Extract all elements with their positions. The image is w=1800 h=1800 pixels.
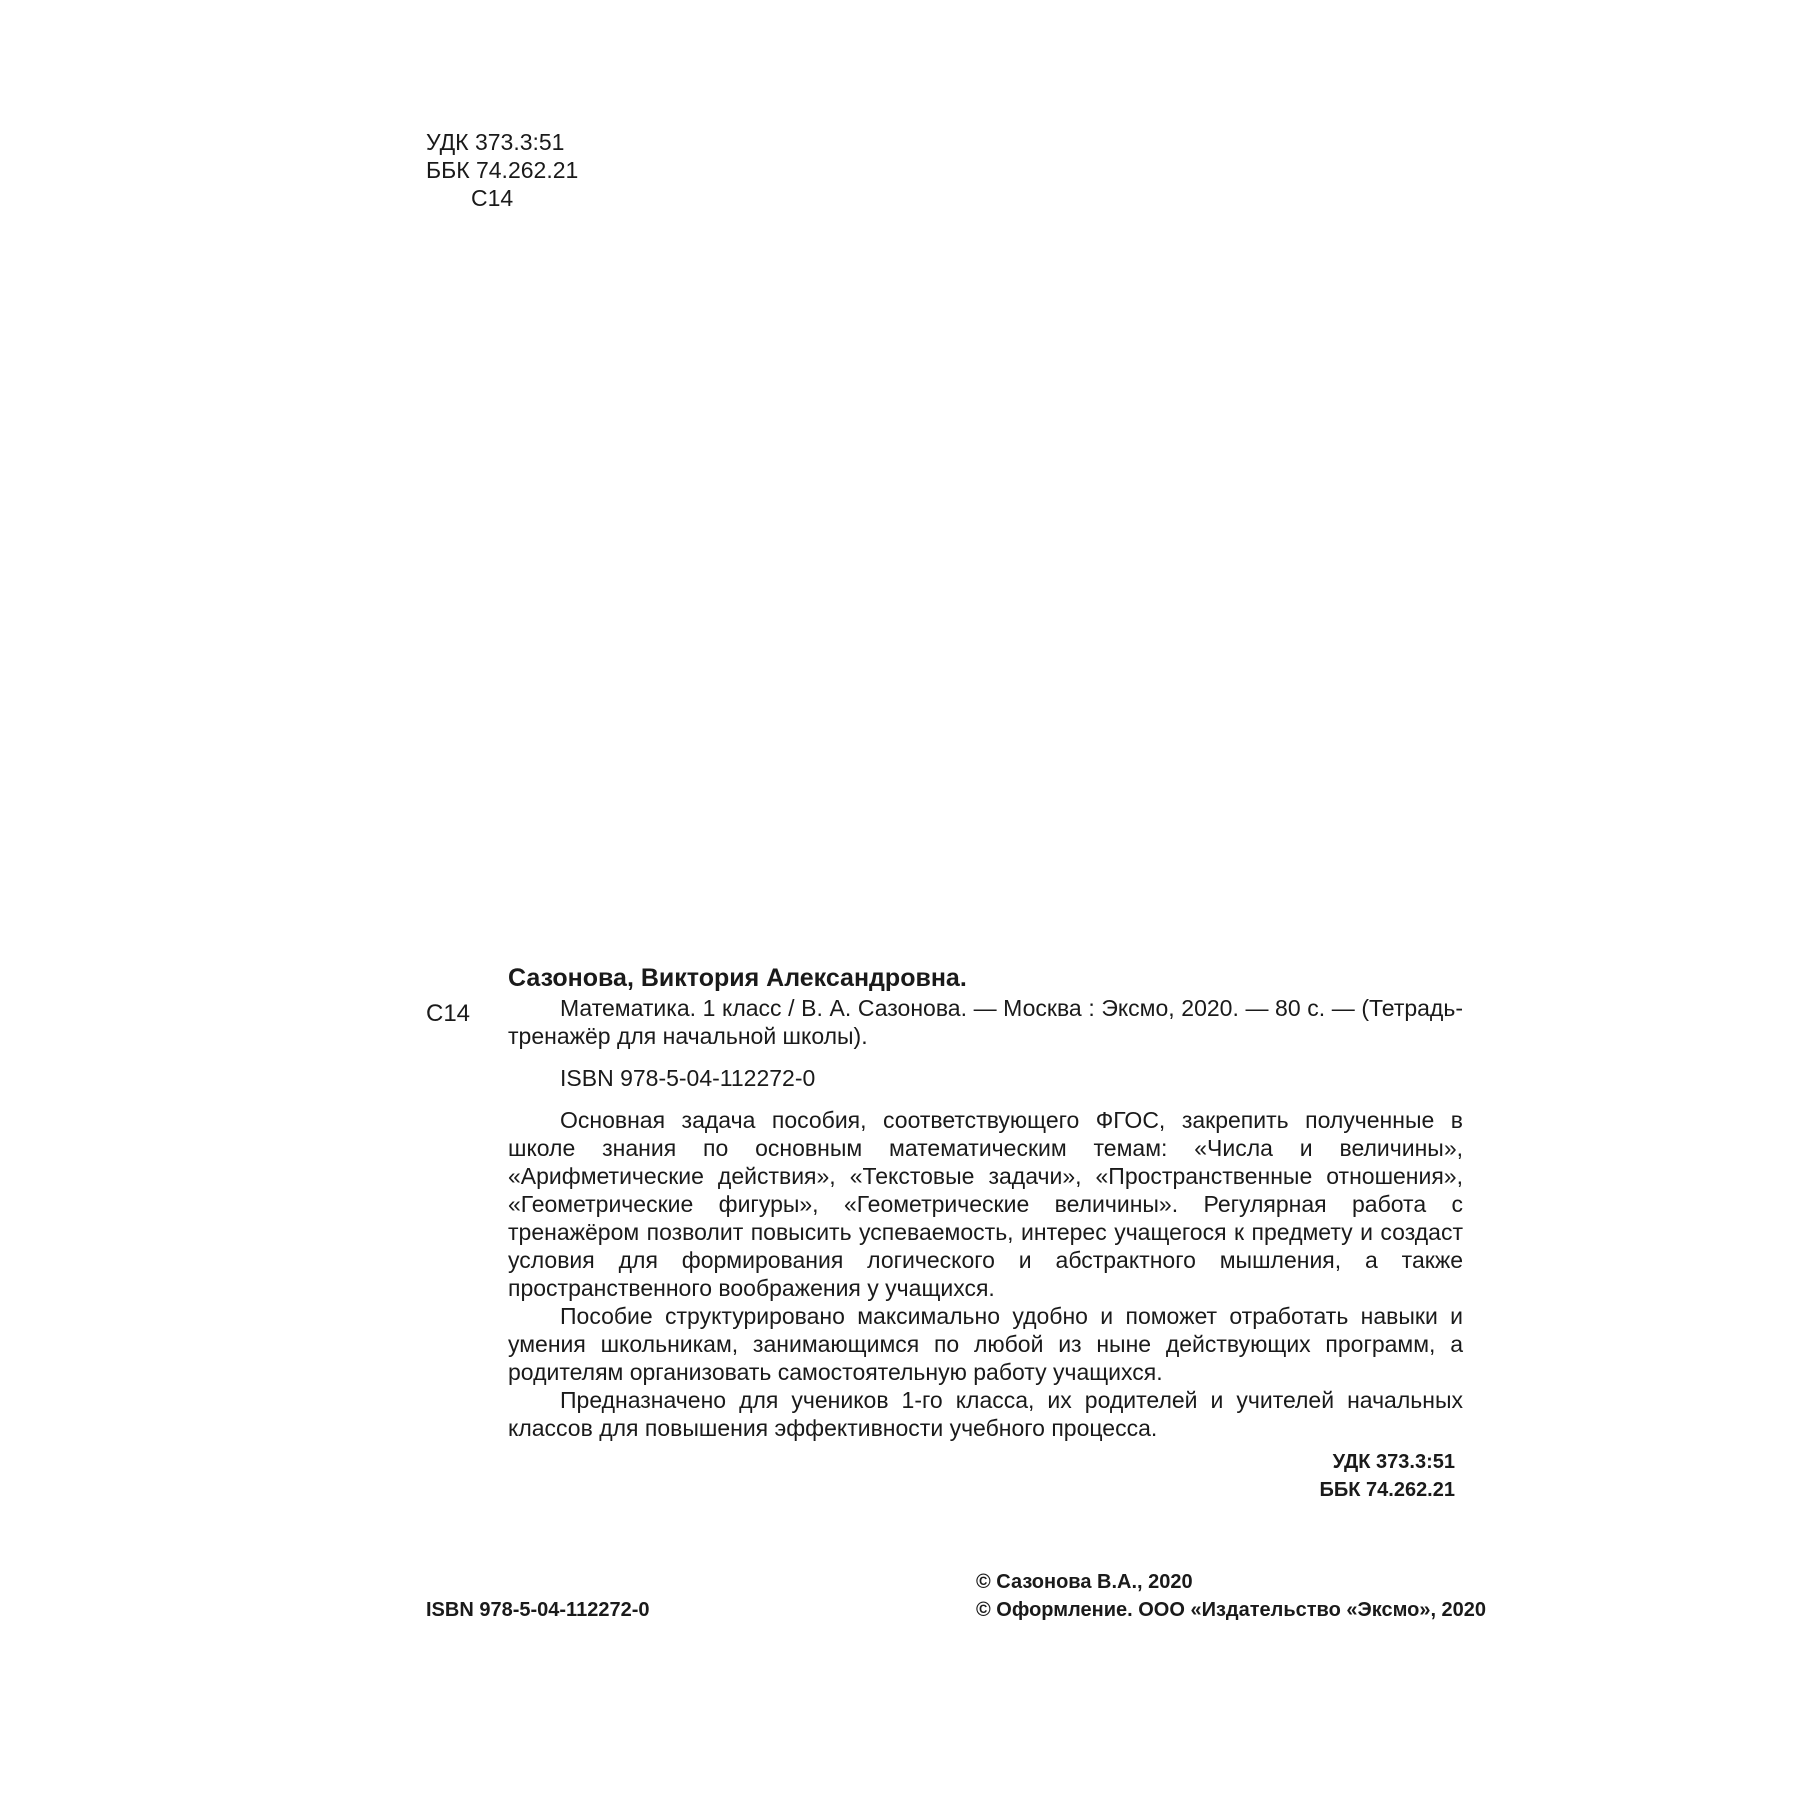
- bbk-code: ББК 74.262.21: [426, 157, 579, 183]
- copyright-design: © Оформление. ООО «Издательство «Эксмо», 2020: [976, 1599, 1487, 1621]
- udk-code: УДК 373.3:51: [426, 129, 565, 155]
- bibliographic-description: Математика. 1 класс / В. А. Сазонова. — Москва : Эксмо, 2020. — 80 с. — (Тетрадь-тренажёр для начальной школы).: [508, 995, 1463, 1049]
- classification-codes-header: [426, 128, 578, 212]
- entry-bbk: ББК 74.262.21: [1319, 1479, 1455, 1501]
- abstract-paragraph-2: Пособие структурировано максимально удобно и поможет отработать навыки и умения школьникам, занимающимся по любой из ныне действующих программ, а родителям организовать самостоятельную работу учащихся.: [508, 1303, 1463, 1385]
- author-sign-side: С14: [426, 1000, 471, 1027]
- catalog-entry: [508, 964, 1463, 1504]
- footer-isbn: ISBN 978-5-04-112272-0: [426, 1599, 650, 1621]
- abstract-paragraph-1: Основная задача пособия, соответствующего ФГОС, закрепить полученные в школе знания по основным математическим темам: «Числа и величины», «Арифметические действия», «Текстовые задачи», «Пространственные отношения», «Геометрические фигуры», «Геометрические величины». Регулярная работа с тренажёром позволит повысить успеваемость, интерес учащегося к предмету и создаст условия для формирования логического и абстрактного мышления, а также пространственного воображения у учащихся.: [508, 1107, 1463, 1301]
- entry-isbn: ISBN 978-5-04-112272-0: [560, 1065, 816, 1091]
- entry-udk: УДК 373.3:51: [1332, 1451, 1455, 1473]
- classification-codes-entry: [508, 1448, 1463, 1504]
- author-sign: С14: [471, 185, 514, 211]
- abstract-paragraph-3: Предназначено для учеников 1-го класса, их родителей и учителей начальных классов для повышения эффективности учебного процесса.: [508, 1387, 1463, 1441]
- copyright-block: [976, 1568, 1486, 1624]
- copyright-author: © Сазонова В.А., 2020: [976, 1571, 1193, 1593]
- entry-author: Сазонова, Виктория Александровна.: [508, 964, 967, 992]
